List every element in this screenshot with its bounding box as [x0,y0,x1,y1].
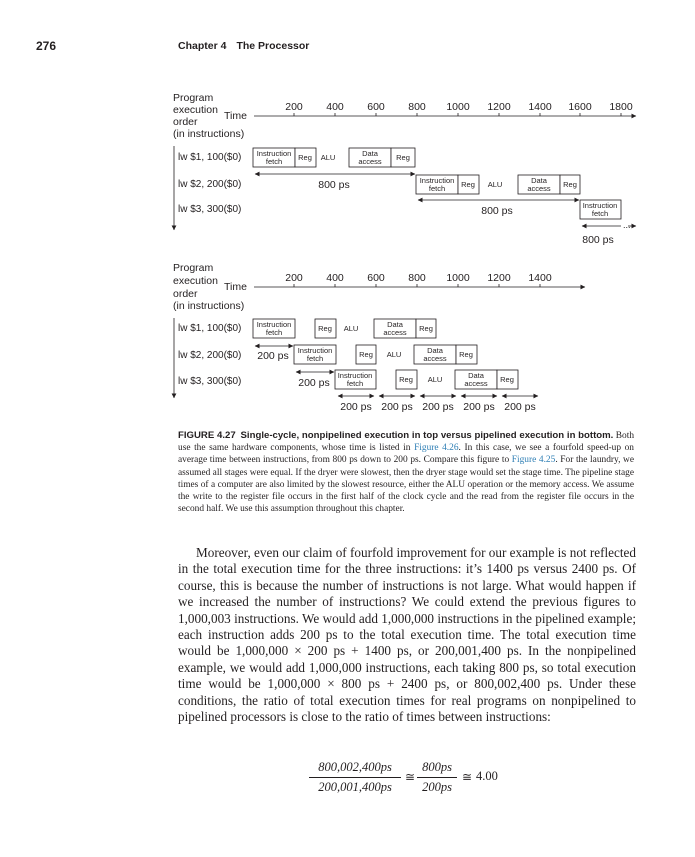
stage-label: Instruction [297,346,333,355]
stage-label: Reg [461,180,475,189]
stage-time-label: 200 ps [381,401,413,413]
fraction-total-times [309,760,401,795]
stage-label: fetch [346,379,364,388]
instruction-label: lw $3, 300($0) [178,204,242,215]
tick-label: 1200 [487,272,511,284]
stage-label: fetch [265,157,283,166]
chapter-label: Chapter 4 [178,40,227,52]
time-label: Time [224,281,247,293]
stage-label: ALU [487,180,503,189]
stage-label: Instruction [419,176,455,185]
stage-label: Reg [396,153,410,162]
fraction-instruction-times [417,760,457,795]
stage-label: Data [362,149,378,158]
tick-label: 400 [326,272,344,284]
offset-label: 200 ps [298,377,330,389]
axis-label-program: Program [173,262,214,274]
stage-label: Reg [563,180,577,189]
tick-label: 400 [326,101,344,113]
ellipsis: ... [623,220,631,230]
stage-label: Data [427,346,443,355]
stage-label: Reg [298,153,312,162]
axis-label-order: order [173,116,198,128]
caption-text: . For the laundry, we assumed all stages were equal. If the dryer were slowest, then the dryer stage would set the stage time. The pipeline stage times of a computer are also limited by the slowest resource, either the ALU operation or the memory access. We assume the write to the register file occurs in the first half of the clock cycle and the read from the register file occurs in the second half. We use this assumption throughout this chapter. [178,455,634,515]
stage-label: access [423,354,447,363]
stage-label: Data [531,176,547,185]
section-label: The Processor [236,40,310,52]
stage-label: Reg [359,350,373,359]
caption-text: Both use the same hardware components, whose time is listed in [178,431,635,454]
stage-label: Reg [399,375,413,384]
figure-reference-link[interactable]: Figure 4.25 [511,455,556,466]
figure-reference-link[interactable]: Figure 4.26 [414,443,459,454]
numerator: 800,002,400ps [309,760,401,778]
axis-label-program: Program [173,92,214,104]
stage-label: ALU [386,350,402,359]
offset-label: 200 ps [257,350,289,362]
stage-label: ALU [320,153,336,162]
tick-label: 800 [408,272,426,284]
stage-label: fetch [591,209,609,218]
stage-label: Reg [419,324,433,333]
stage-label: Data [387,320,403,329]
axis-label-instructions: (in instructions) [173,300,245,312]
tick-label: 1400 [528,272,552,284]
figure-title: Single-cycle, nonpipelined execution in top versus pipelined execution in bottom. [240,430,614,441]
bottom-diagram [173,262,585,413]
body-paragraph: Moreover, even our claim of fourfold improvement for our example is not reflected in the total execution time for the three instructions: it’s 1400 ps versus 2400 ps. Of course, this is because the number of instructions is not large. What would happen if we increased the number of instructions? We could extend the previous figures to 1,000,003 instructions. We would add 1,000,000 instructions in the pipelined example; each instruction adds 200 ps to the total execution time. The total execution time would be 1,000,000 × 200 ps + 1400 ps, or 200,001,400 ps. In the nonpipelined example, we would add 1,000,000 instructions, each taking 800 ps, so total execution time would be 1,000,000 × 800 ps + 2400 ps, or 800,002,400 ps. Under these conditions, the ratio of total execution times for real programs on nonpipelined to pipelined processors is close to the ratio of times between instructions: [178,545,636,725]
tick-label: 1400 [528,101,552,113]
approx-symbol: ≅ [462,770,473,784]
tick-label: 200 [285,101,303,113]
tick-label: 600 [367,101,385,113]
stage-label: fetch [265,328,283,337]
bottom-instr-2-stages [294,345,477,364]
time-label: Time [224,110,247,122]
bottom-instr-1-stages [253,319,436,338]
ratio-result: 4.00 [476,769,498,783]
top-instr-1-stages [253,148,415,167]
stage-time-label: 200 ps [340,401,372,413]
denominator: 200ps [422,780,452,794]
duration-label: 800 ps [481,205,513,217]
instruction-label: lw $3, 300($0) [178,376,242,387]
denominator: 200,001,400ps [318,780,392,794]
top-axis-ticks [294,113,621,116]
stage-label: fetch [428,184,446,193]
approx-symbol: ≅ [405,770,416,784]
axis-label-order: order [173,288,198,300]
stage-time-label: 200 ps [504,401,536,413]
stage-time-label: 200 ps [422,401,454,413]
figure-caption [178,430,634,515]
instruction-label: lw $2, 200($0) [178,350,242,361]
stage-label: Instruction [337,371,373,380]
stage-label: access [358,157,382,166]
stage-label: Data [468,371,484,380]
axis-label-execution: execution [173,275,218,287]
stage-label: Reg [318,324,332,333]
stage-label: ALU [427,375,443,384]
page-number: 276 [36,39,57,53]
pipeline-figure [0,0,695,425]
instruction-label: lw $2, 200($0) [178,179,242,190]
axis-label-execution: execution [173,104,218,116]
stage-label: Reg [459,350,473,359]
caption-text: . In this case, we see a fourfold speed-up on average time between instructions, from 800 ps down to 200 ps. Compare this figure to [178,443,634,466]
numerator: 800ps [417,760,457,778]
top-instr-3-stages [580,200,621,219]
tick-label: 800 [408,101,426,113]
stage-label: fetch [306,354,324,363]
bottom-instr-3-stages [335,370,518,389]
top-instr-2-stages [416,175,580,194]
stage-label: access [383,328,407,337]
instruction-label: lw $1, 100($0) [178,323,242,334]
stage-label: Instruction [256,149,292,158]
axis-label-instructions: (in instructions) [173,128,245,140]
figure-label: FIGURE 4.27 [178,430,236,441]
stage-label: access [527,184,551,193]
tick-label: 1200 [487,101,511,113]
instruction-label: lw $1, 100($0) [178,152,242,163]
top-diagram [173,92,636,246]
tick-label: 1000 [446,101,470,113]
stage-label: ALU [343,324,359,333]
tick-label: 1600 [568,101,592,113]
stage-label: Instruction [582,201,618,210]
stage-label: Instruction [256,320,292,329]
stage-label: Reg [500,375,514,384]
tick-label: 600 [367,272,385,284]
duration-label: 800 ps [582,234,614,246]
tick-label: 1800 [609,101,633,113]
bottom-axis-ticks [294,284,540,287]
stage-time-label: 200 ps [463,401,495,413]
duration-label: 800 ps [318,179,350,191]
stage-label: access [464,379,488,388]
tick-label: 1000 [446,272,470,284]
tick-label: 200 [285,272,303,284]
